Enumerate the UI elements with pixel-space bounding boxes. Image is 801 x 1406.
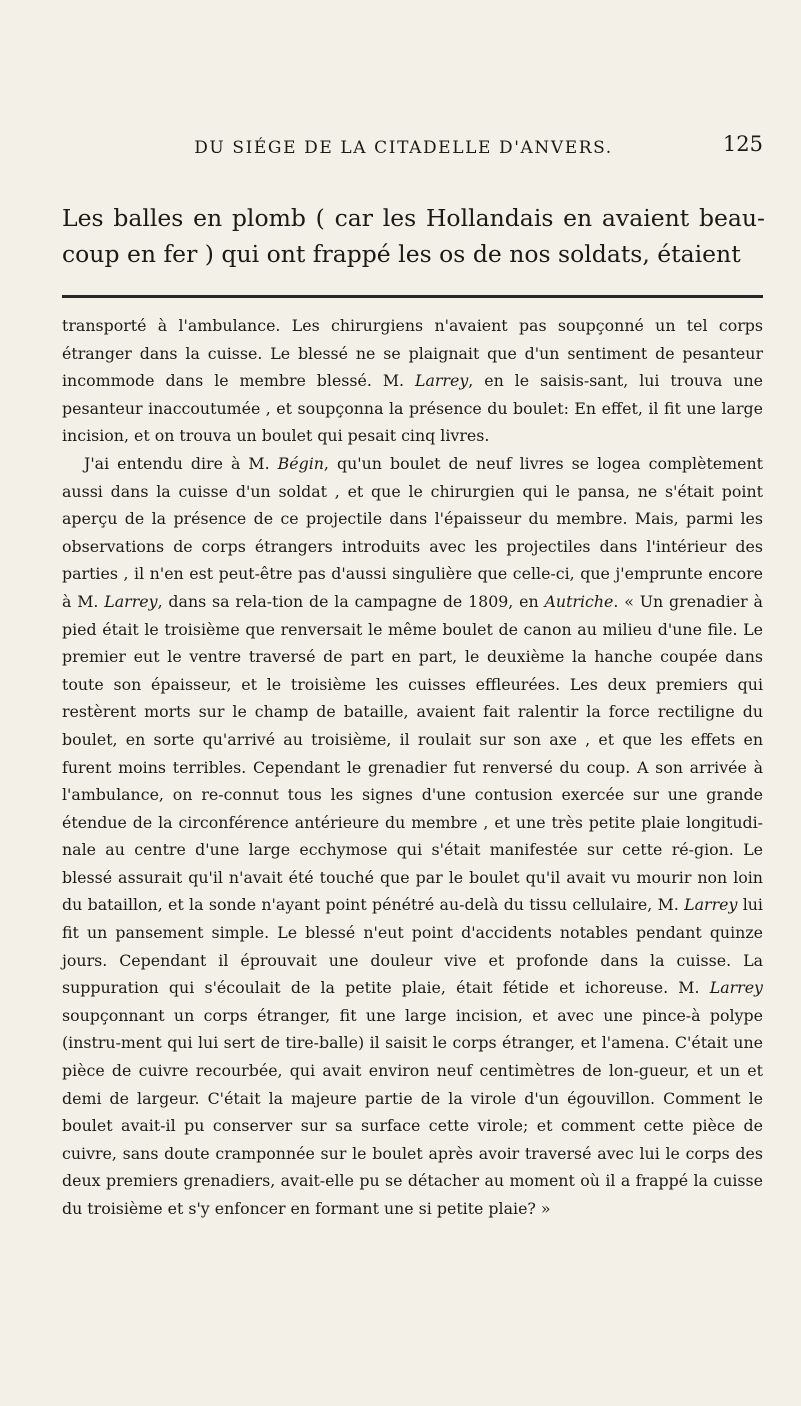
paragraph-2-text-d: . « Un grenadier à pied était le troisième que renversait le même boulet de canon au milieu d'une file. Le premier eut le ventre traversé de part en part, le deuxième la hanche coupée dans toute son épaisseur, et le troisième les cuisses effleurées. Les deux premiers qui restèrent morts sur le champ de bataille, avaient fait ralentir la force rectiligne du boulet, en sorte qu'arrivé au troisième, il roulait sur son axe , et que les effets en furent moins terribles. Cependant le grenadier fut renversé du coup. A son arrivée à l'ambulance, on re-connut tous les signes d'une contusion exercée sur une grande étendue de la circonférence antérieure du membre , et une très petite plaie longitudi-nale au centre d'une large ecchymose qui s'était manifestée sur cette ré-gion. Le blessé assurait qu'il n'avait été touché que par le boulet qu'il avait vu mourir non loin du bataillon, et la sonde n'ayant point pénétré au-delà du tissu cellulaire, M. <box>62 591 763 915</box>
paragraph-2-name-larrey: Larrey <box>104 591 158 611</box>
paragraph-1-text-a: transporté à l'ambulance. Les chirurgiens n'avaient pas soupçonné un tel corps étranger dans la cuisse. Le blessé ne se plaignait que d'un sentiment de pesanteur incommode dans le membre blessé. M. <box>62 316 763 391</box>
paragraph-2-name-larrey-2: Larrey <box>684 895 738 915</box>
footnote-text <box>62 312 763 1223</box>
paragraph-1-text-b: , en le saisis-sant, lui trouva une pesanteur inaccoutumée , et soupçonna la présence du boulet: En effet, il fit une large incision, et on trouva un boulet qui pesait cinq livres. <box>62 371 763 446</box>
page-number: 125 <box>722 132 763 156</box>
paragraph-1 <box>62 312 763 450</box>
paragraph-2-text-c: , dans sa rela-tion de la campagne de 1809, en <box>157 591 545 611</box>
paragraph-2-name-autriche: Autriche <box>544 591 614 611</box>
paragraph-1-name: Larrey <box>414 371 469 391</box>
paragraph-2-text-a: J'ai entendu dire à M. <box>84 453 278 473</box>
paragraph-2-name-begin: Bégin <box>277 453 324 473</box>
footnote-divider <box>62 295 763 298</box>
lead-paragraph: Les balles en plomb ( car les Hollandais en avaient beau-coup en fer ) qui ont frappé les os de nos soldats, étaient <box>62 204 765 268</box>
paragraph-2 <box>62 450 763 1223</box>
paragraph-2-text-b: , qu'un boulet de neuf livres se logea complètement aussi dans la cuisse d'un soldat , et que le chirurgien qui le pansa, ne s'était point aperçu de la présence de ce projectile dans l'épaisseur du membre. Mais, parmi les observations de corps étrangers introduits avec les projectiles dans l'intérieur des parties , il n'en est peut-être pas d'aussi singulière que celle-ci, que j'emprunte encore à M. <box>62 453 763 611</box>
paragraph-2-text-f: soupçonnant un corps étranger, fit une large incision, et avec une pince-à polype (instru-ment qui lui sert de tire-balle) il saisit le corps étranger, et l'amena. C'était une pièce de cuivre recourbée, qui avait environ neuf centimètres de lon-gueur, et un et demi de largeur. C'était la majeure partie de la virole d'un égouvillon. Comment le boulet avait-il pu conserver sur sa surface cette virole; et comment cette pièce de cuivre, sans doute cramponnée sur le boulet après avoir traversé avec lui le corps des deux premiers grenadiers, avait-elle pu se détacher au moment où il a frappé la cuisse du troisième et s'y enfoncer en formant une si petite plaie? » <box>62 1005 763 1218</box>
running-head <box>60 132 763 168</box>
paragraph-2-name-larrey-3: Larrey <box>709 978 763 998</box>
running-title: DU SIÉGE DE LA CITADELLE D'ANVERS. <box>194 138 613 158</box>
paragraph-2-text-e: lui fit un pansement simple. Le blessé n'eut point d'accidents notables pendant quinze jours. Cependant il éprouvait une douleur vive et profonde dans la cuisse. La suppuration qui s'écoulait de la petite plaie, était fétide et ichoreuse. M. <box>62 895 763 998</box>
